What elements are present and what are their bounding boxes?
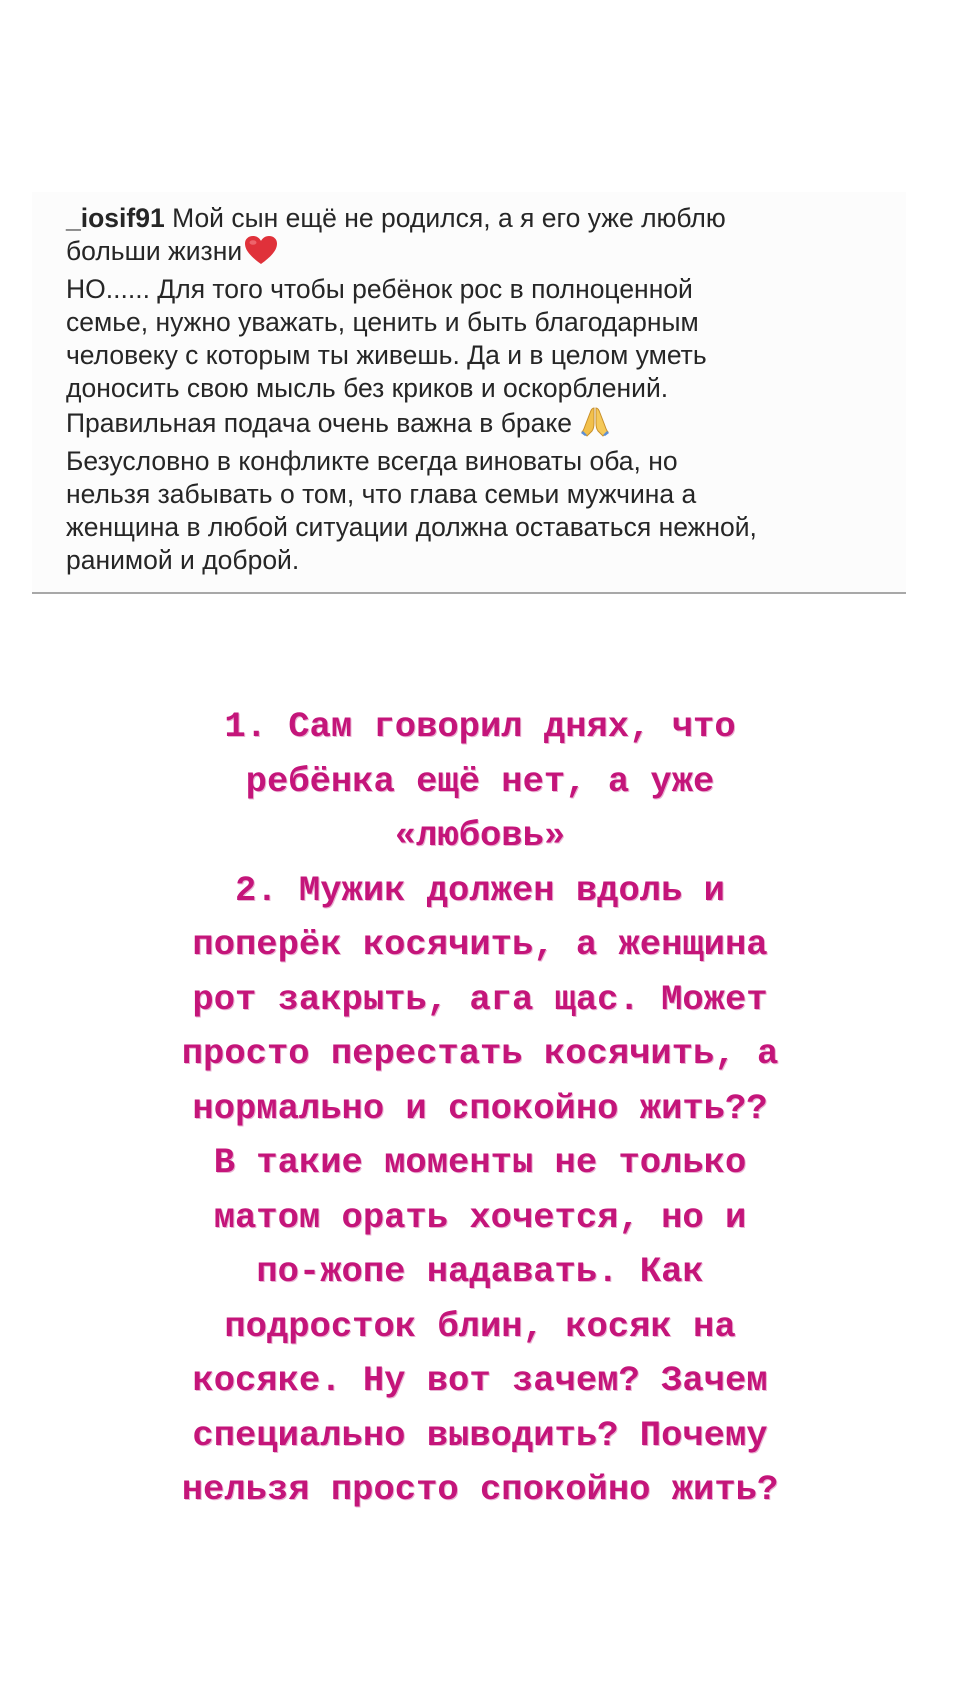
caption-text: больши жизни (66, 236, 243, 266)
story-text-line: 2. Мужик должен вдоль и (235, 869, 725, 911)
story-text-line: ребёнка ещё нет, а уже (245, 760, 715, 802)
username-link[interactable]: _iosif91 (66, 203, 165, 233)
story-text-line: матом орать хочется, но и (213, 1196, 747, 1238)
caption-line: НО...... Для того чтобы ребёнок рос в полноценной (66, 274, 693, 304)
caption-text: Правильная подача очень важна в браке (66, 408, 580, 438)
post-caption (66, 202, 892, 577)
caption-line: ранимой и доброй. (66, 545, 300, 575)
story-text-line: по-жопе надавать. Как (256, 1251, 704, 1292)
red-heart-icon-svg (244, 235, 278, 265)
caption-line: нельзя забывать о том, что глава семьи мужчина а (66, 479, 697, 509)
caption-line (66, 405, 892, 445)
story-text-line: косяке. Ну вот зачем? Зачем (192, 1360, 768, 1401)
story-text-line: 1. Сам говорил днях, что (224, 706, 736, 747)
story-text-line: специально выводить? Почему (192, 1414, 768, 1456)
story-text-overlay (0, 700, 960, 1518)
story-text-line: рот закрыть, ага щас. Может (192, 978, 768, 1020)
caption-line: доносить свою мысль без криков и оскорблений. (66, 373, 669, 403)
story-text-line: нормально и спокойно жить?? (192, 1087, 768, 1129)
story-text-line: просто перестать косячить, а (181, 1033, 779, 1074)
caption-line (66, 202, 892, 235)
instagram-comment-screenshot (32, 192, 906, 594)
caption-line: Безусловно в конфликте всегда виноваты оба, но (66, 446, 678, 476)
caption-line: семье, нужно уважать, ценить и быть благодарным (66, 307, 699, 337)
red-heart-icon (244, 235, 278, 273)
story-text-line: подросток блин, косяк на (224, 1305, 736, 1347)
story-text-line: поперёк косячить, а женщина (192, 924, 768, 965)
caption-line (66, 235, 892, 273)
caption-line: человеку с которым ты живешь. Да и в целом уметь (66, 340, 707, 370)
story-text-line: В такие моменты не только (213, 1142, 747, 1183)
story-text-line: нельзя просто спокойно жить? (181, 1469, 779, 1510)
praying-hands-icon (581, 405, 609, 445)
story-text-line: «любовь» (394, 815, 566, 856)
praying-hands-icon-svg (581, 405, 609, 437)
caption-text: Мой сын ещё не родился, а я его уже люблю (164, 203, 726, 233)
caption-line: женщина в любой ситуации должна оставаться нежной, (66, 512, 757, 542)
